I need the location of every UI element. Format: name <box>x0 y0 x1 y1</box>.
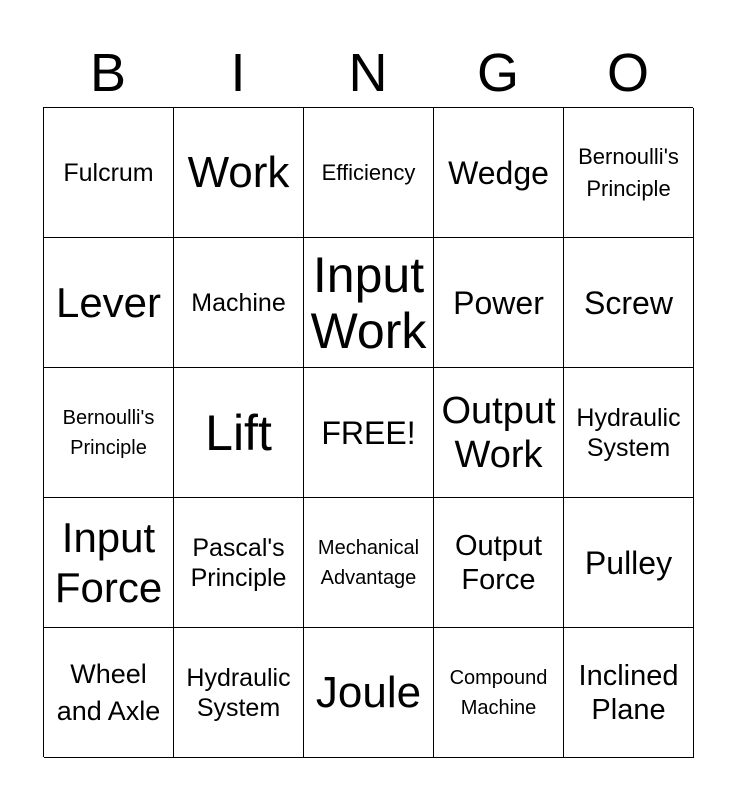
bingo-cell <box>304 498 434 628</box>
cell-label: Joule <box>315 667 422 717</box>
bingo-cell <box>304 628 434 758</box>
cell-label: Wheel and Axle <box>56 658 161 726</box>
bingo-cell <box>434 368 564 498</box>
header-letter-b: B <box>89 43 127 103</box>
bingo-cell <box>174 498 304 628</box>
cell-label: Efficiency <box>321 159 416 185</box>
bingo-cell <box>434 238 564 368</box>
bingo-cell <box>44 628 174 758</box>
free-space <box>304 368 434 498</box>
bingo-cell <box>434 628 564 758</box>
header-letter-i: I <box>230 43 246 103</box>
cell-label: Output Force <box>454 529 543 596</box>
bingo-cell <box>174 368 304 498</box>
header-letter-n: N <box>348 43 388 103</box>
bingo-cell <box>174 108 304 238</box>
cell-label: Wedge <box>448 154 549 191</box>
cell-label: Mechanical Advantage <box>317 536 420 589</box>
bingo-cell <box>564 368 694 498</box>
cell-label: Inclined Plane <box>578 659 679 726</box>
cell-label: Screw <box>584 284 673 321</box>
cell-label: Lift <box>205 404 272 461</box>
cell-label: Input Work <box>310 246 427 359</box>
cell-label: Machine <box>191 288 286 317</box>
bingo-cell <box>304 108 434 238</box>
bingo-cell <box>174 628 304 758</box>
bingo-cell <box>564 238 694 368</box>
bingo-header <box>43 40 693 106</box>
bingo-cell <box>434 108 564 238</box>
cell-label: Bernoulli's Principle <box>578 143 679 201</box>
cell-label: Fulcrum <box>63 158 154 187</box>
cell-label: Work <box>187 147 290 197</box>
header-letter-g: G <box>476 43 519 103</box>
cell-label: FREE! <box>321 414 416 451</box>
cell-label: Power <box>453 284 544 321</box>
cell-label: Hydraulic System <box>576 403 681 462</box>
bingo-cell <box>564 498 694 628</box>
bingo-cell <box>44 368 174 498</box>
cell-label: Hydraulic System <box>186 663 291 722</box>
bingo-cell <box>434 498 564 628</box>
cell-label: Pulley <box>584 544 673 581</box>
bingo-grid <box>43 107 693 757</box>
cell-label: Bernoulli's Principle <box>62 406 155 459</box>
cell-label: Compound Machine <box>449 666 548 719</box>
bingo-cell <box>564 108 694 238</box>
cell-label: Pascal's Principle <box>190 533 287 592</box>
cell-label: Lever <box>55 278 162 326</box>
bingo-cell <box>44 238 174 368</box>
bingo-cell <box>44 108 174 238</box>
header-letter-o: O <box>606 43 649 103</box>
bingo-cell <box>564 628 694 758</box>
bingo-cell <box>304 238 434 368</box>
cell-label: Input Force <box>54 513 163 611</box>
bingo-cell <box>44 498 174 628</box>
bingo-cell <box>174 238 304 368</box>
cell-label: Output Work <box>441 389 556 476</box>
